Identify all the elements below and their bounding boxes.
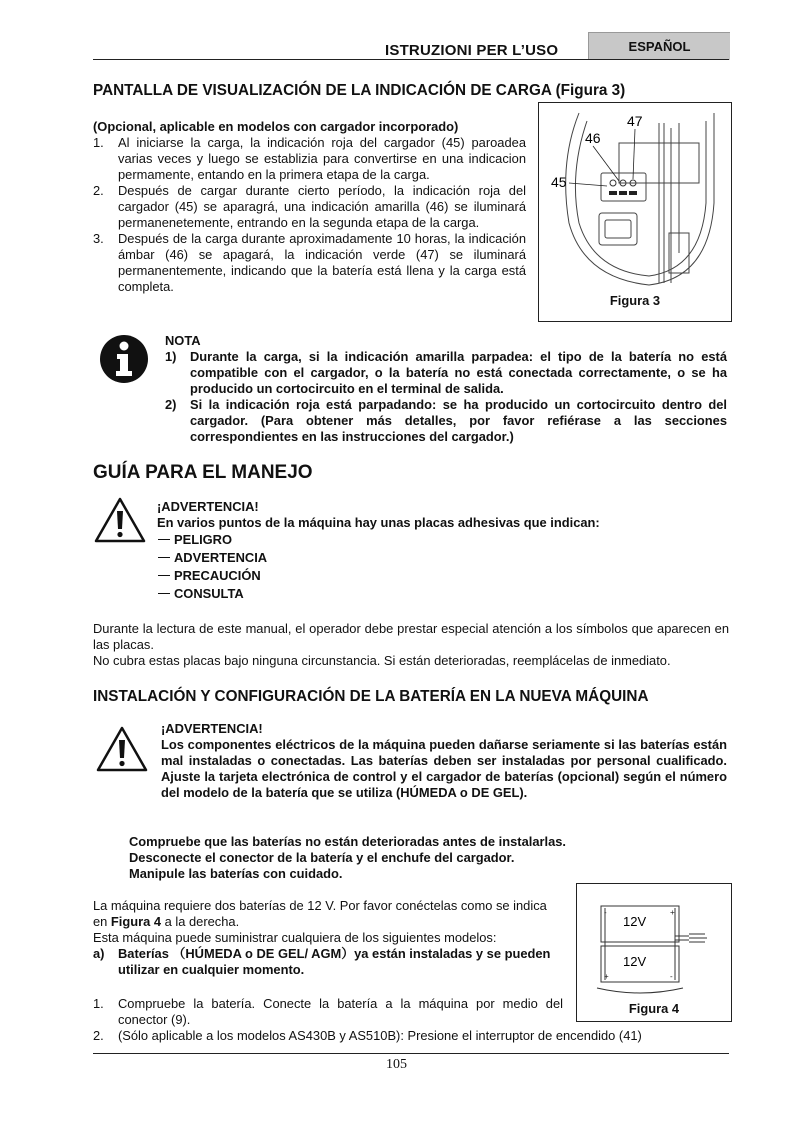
list-item: Compruebe que las baterías no están deterioradas antes de instalarlas. (129, 834, 567, 849)
battery-warning-title: ¡ADVERTENCIA! (161, 721, 263, 736)
list-item: PRECAUCIÓN (157, 567, 727, 585)
list-item: PELIGRO (157, 531, 727, 549)
header-title: ISTRUZIONI PER L’USO (385, 42, 559, 59)
guide-warning-title: ¡ADVERTENCIA! (157, 499, 259, 514)
list-item: 1. Al iniciarse la carga, la indicación roja del cargador (45) paroadea varias veces y luego se establizia para convertirse en una indicacion permamente, entando en la primera etapa de la carga. (93, 135, 526, 182)
charger-panel-illustration (539, 103, 731, 293)
page-number: 105 (386, 1057, 407, 1072)
list-item: 2) Si la indicación roja está parpadando: se ha producido un cortocircuito dentro del cargador. (Para obtener más detalles, por favor refiérase a las secciones correspondientes en las instrucciones del cargador.) (165, 397, 727, 444)
figure-3 (538, 102, 732, 322)
list-item: 1. Compruebe la batería. Conecte la batería a la máquina por medio del conector (9). (93, 996, 563, 1027)
guide-warning-block (157, 499, 727, 603)
label-45: 45 (551, 174, 567, 190)
guide-para-1: Durante la lectura de este manual, el operador debe prestar especial atención a los símbolos que aparecen en las placas. (93, 621, 729, 652)
warning-icon (96, 726, 148, 772)
figure-4 (576, 883, 732, 1022)
svg-text:+: + (670, 908, 675, 917)
svg-text:+: + (604, 972, 609, 981)
list-item: CONSULTA (157, 585, 727, 603)
svg-text:-: - (604, 908, 607, 917)
battery-warning-block (161, 721, 727, 801)
language-tab: ESPAÑOL (588, 32, 730, 60)
section-charge-title: PANTALLA DE VISUALIZACIÓN DE LA INDICACIÓN DE CARGA (Figura 3) (93, 82, 626, 99)
placard-list (157, 531, 727, 603)
battery-item-a: a) Baterías （HÚMEDA o DE GEL/ AGM）ya están instaladas y se pueden utilizar en cualquier momento. (93, 946, 551, 977)
list-item: Desconecte el conector de la batería y el enchufe del cargador. (129, 850, 515, 865)
guide-warning-text: En varios puntos de la máquina hay unas placas adhesivas que indican: (157, 515, 600, 530)
battery-warning-text: Los componentes eléctricos de la máquina pueden dañarse seriamente si las baterías están mal instaladas o conectadas. Las baterías deben ser instaladas por personal cualificado. Ajuste la tarjeta electrónica de control y el cargador de baterías (opcional) según el número del modelo de la batería que se utiliza (HÚMEDA o DE GEL). (161, 737, 727, 800)
note-title: NOTA (165, 333, 201, 348)
battery-2-label: 12V (623, 954, 647, 969)
figure-3-caption: Figura 3 (609, 293, 661, 308)
list-item: Manipule las baterías con cuidado. (129, 866, 343, 881)
note-list (165, 349, 727, 445)
section-battery-title: INSTALACIÓN Y CONFIGURACIÓN DE LA BATERÍA EN LA NUEVA MÁQUINA (93, 688, 649, 705)
warning-icon (94, 497, 146, 543)
list-item: ADVERTENCIA (157, 549, 727, 567)
battery-1-label: 12V (623, 914, 647, 929)
battery-intro-line-3: Esta máquina puede suministrar cualquiera de los siguientes modelos: (93, 930, 497, 945)
guide-para-2: No cubra estas placas bajo ninguna circunstancia. Si están deterioradas, reemplácelas de inmediato. (93, 653, 671, 668)
charge-text-block (93, 119, 526, 295)
battery-wiring-illustration (577, 884, 731, 994)
battery-checks (129, 834, 729, 882)
label-46: 46 (585, 130, 601, 146)
guide-paragraphs (93, 621, 729, 669)
list-item: 2. (Sólo aplicable a los modelos AS430B y AS510B): Presione el interruptor de encendido (41) (93, 1028, 642, 1043)
figure-4-caption: Figura 4 (628, 1001, 680, 1016)
battery-intro (93, 898, 563, 978)
label-47: 47 (627, 113, 643, 129)
charge-subtitle: (Opcional, aplicable en modelos con cargador incorporado) (93, 119, 459, 134)
indicator-leds (609, 180, 637, 195)
svg-text:-: - (670, 972, 673, 981)
battery-intro-line-1: La máquina requiere dos baterías de 12 V. Por favor conéctelas como se indica (93, 898, 547, 913)
footer-rule (93, 1053, 729, 1054)
section-guide-title: GUÍA PARA EL MANEJO (93, 462, 313, 483)
list-item: 3. Después de la carga durante aproximadamente 10 horas, la indicación ámbar (46) se apagará, la indicación verde (47) se iluminará permanentemente, indicando que la batería está llena y la carga está completa. (93, 231, 526, 294)
battery-intro-line-2: en Figura 4 a la derecha. (93, 914, 240, 929)
note-block (165, 333, 727, 445)
charge-steps-list (93, 135, 526, 295)
info-icon (99, 334, 149, 384)
list-item: 2. Después de cargar durante cierto período, la indicación roja del cargador (45) se aparagrá, una indicación amarilla (46) se iluminará permanenetemente, entrando en la segunda etapa de la carga. (93, 183, 526, 230)
header-rule (93, 59, 729, 60)
list-item: 1) Durante la carga, si la indicación amarilla parpadea: el tipo de la batería no está compatible con el cargador, o la batería no está conectada correctamente, o se ha producido un cortocircuito en el terminal de salida. (165, 349, 727, 396)
